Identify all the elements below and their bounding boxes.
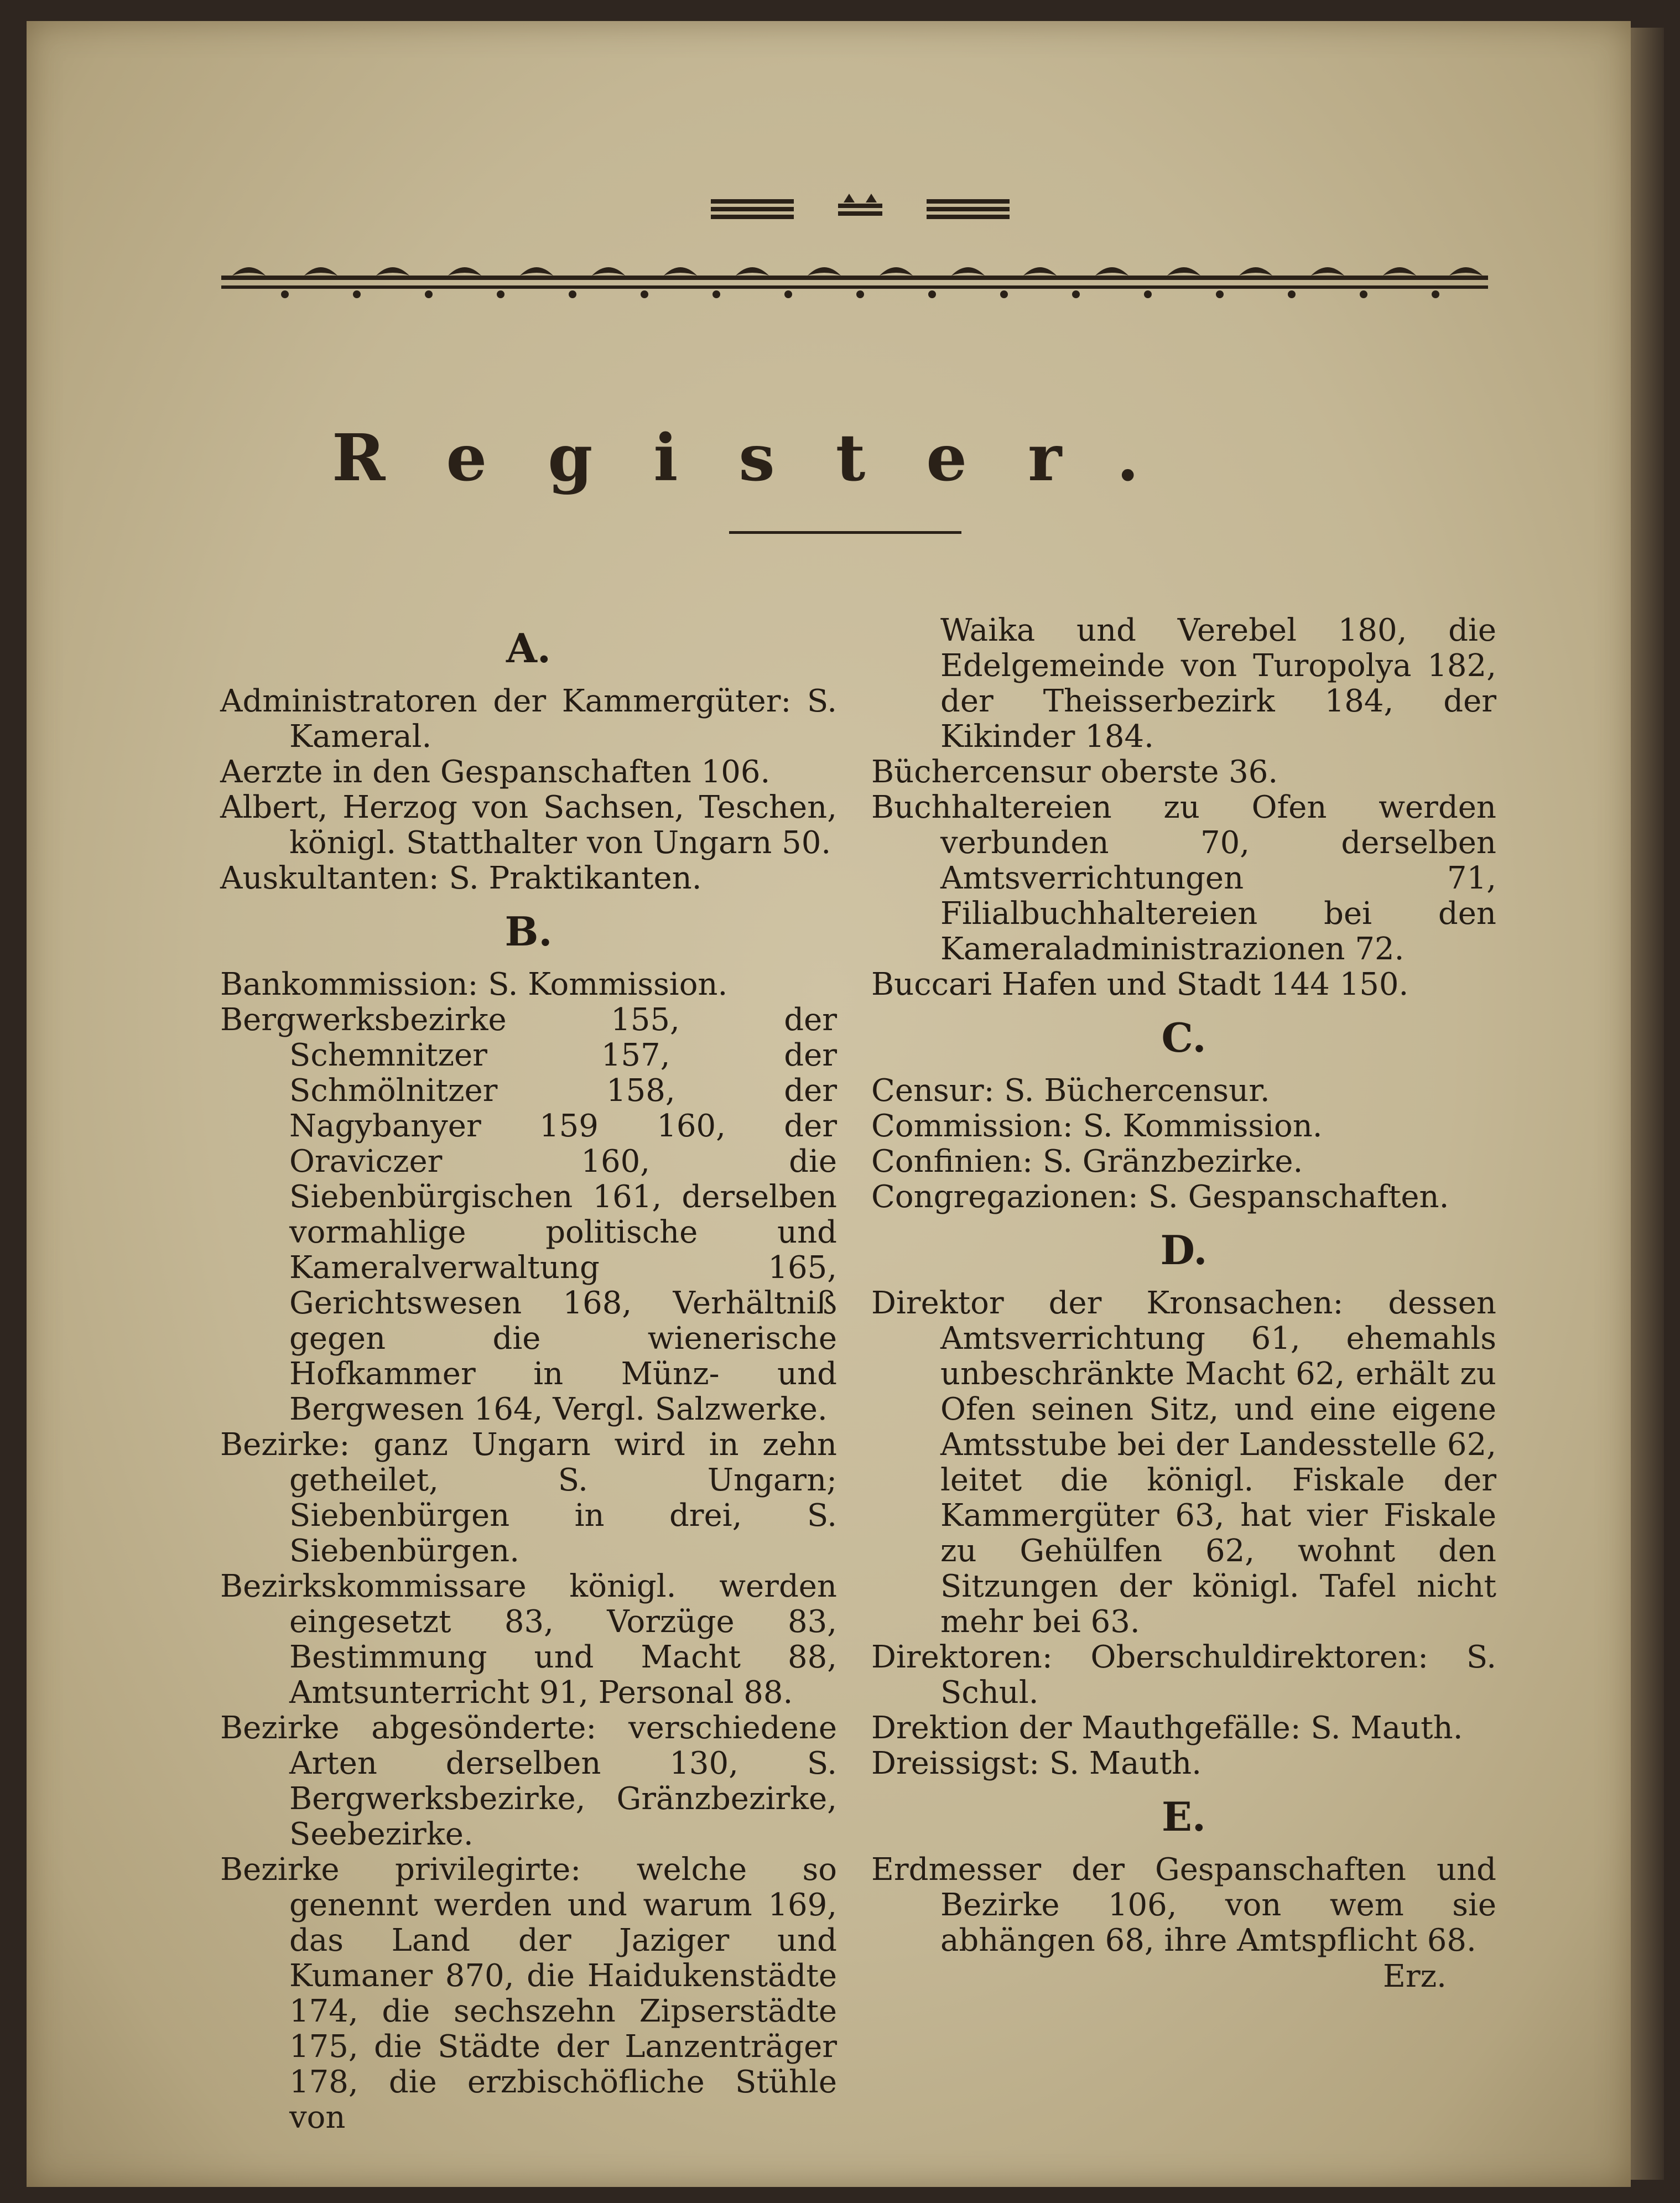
index-entry: Direktor der Kronsachen: dessen Amtsverrichtung 61, ehemahls unbeschränkte Macht 62, erhält zu Ofen seinen Sitz, und eine eigene Amtsstube bei der Landesstelle 62, leitet die königl. Fiskale der Kammergüter 63, hat vier Fiskale zu Gehülfen 62, wohnt den Sitzungen der königl. Tafel nicht mehr bei 63. [871,1285,1496,1640]
index-entry: Congregazionen: S. Gespanschaften. [871,1179,1449,1215]
section-letter: A. [506,625,551,672]
index-entry: Confinien: S. Gränzbezirke. [871,1144,1303,1180]
headpiece-ornament [711,194,1010,227]
index-entry: Drektion der Mauthgefälle: S. Mauth. [871,1710,1463,1746]
decorative-border [221,259,1488,303]
left-column [220,613,837,2136]
index-entry: Erdmesser der Gespanschaften und Bezirke 106, von wem sie abhängen 68, ihre Amtspflicht 68. [871,1852,1496,1958]
index-entry: Buccari Hafen und Stadt 144 150. [871,967,1409,1002]
index-entry: Bankommission: S. Kommission. [220,967,728,1002]
catchword: Erz. [1383,1958,1447,1994]
page-title: Register. [332,420,1200,496]
section-letter: E. [1162,1793,1206,1840]
section-letter: D. [1160,1227,1208,1274]
index-entry: Administratoren der Kammergüter: S. Kameral. [220,683,837,755]
index-entry: Büchercensur oberste 36. [871,754,1278,790]
section-letter: C. [1161,1014,1206,1061]
index-entry: Bergwerksbezirke 155, der Schemnitzer 157, der Schmölnitzer 158, der Nagybanyer 159 160, der Oraviczer 160, die Siebenbürgischen 161, derselben vormahlige politische und Kameralverwaltung 165, Gerichtswesen 168, Verhältniß gegen die wienerische Hofkammer in Münz- und Bergwesen 164, Vergl. Salzwerke. [220,1002,837,1427]
index-entry: Aerzte in den Gespanschaften 106. [220,754,771,790]
index-entry: Direktoren: Oberschuldirektoren: S. Schul. [871,1639,1496,1711]
index-entry: Commission: S. Kommission. [871,1108,1323,1144]
index-entry: Bezirke privilegirte: welche so genennt werden und warum 169, das Land der Jaziger und Kumaner 870, die Haidukenstädte 174, die sechszehn Zipserstädte 175, die Städte der Lanzenträger 178, die erzbischöfliche Stühle von [220,1852,837,2136]
entry-continuation: Waika und Verebel 180, die Edelgemeinde von Turopolya 182, der Theisserbezirk 184, der Kikinder 184. [940,612,1496,755]
section-letter: B. [504,908,553,955]
right-column [871,613,1496,1958]
index-entry: Bezirke abgesönderte: verschiedene Arten derselben 130, S. Bergwerksbezirke, Gränzbezirke, Seebezirke. [220,1710,837,1852]
index-entry: Bezirkskommissare königl. werden eingesetzt 83, Vorzüge 83, Bestimmung und Macht 88, Amtsunterricht 91, Personal 88. [220,1568,837,1711]
index-entry: Buchhaltereien zu Ofen werden verbunden 70, derselben Amtsverrichtungen 71, Filialbuchhaltereien bei den Kameraladministrazionen 72. [871,789,1496,967]
index-entry: Bezirke: ganz Ungarn wird in zehn getheilet, S. Ungarn; Siebenbürgen in drei, S. Siebenbürgen. [220,1427,837,1569]
index-entry: Dreissigst: S. Mauth. [871,1745,1202,1781]
index-entry: Auskultanten: S. Praktikanten. [220,860,702,896]
title-underline [729,531,961,534]
index-entry: Censur: S. Büchercensur. [871,1073,1270,1109]
index-entry: Albert, Herzog von Sachsen, Teschen, königl. Statthalter von Ungarn 50. [220,789,837,861]
next-page-edge [1631,28,1664,2180]
